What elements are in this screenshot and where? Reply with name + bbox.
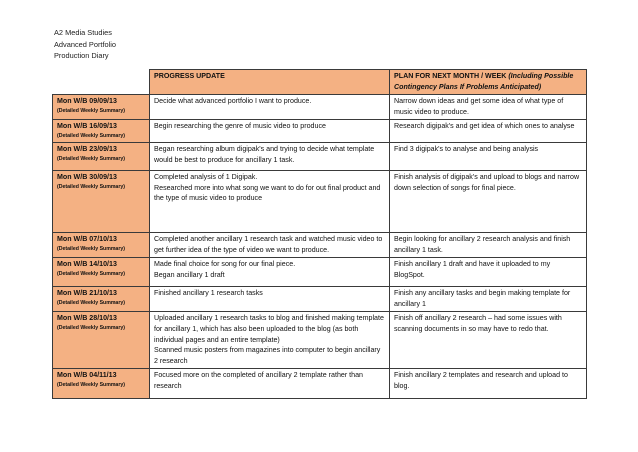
- week-cell: [53, 287, 150, 312]
- progress-cell-text: Focused more on the completed of ancillary 2 template rather than research: [154, 371, 363, 390]
- plan-cell-text: Find 3 digipak's to analyse and being analysis: [394, 144, 539, 153]
- progress-cell: [150, 312, 390, 369]
- week-sublabel: (Detailed Weekly Summary): [57, 324, 125, 331]
- week-sublabel: (Detailed Weekly Summary): [57, 245, 125, 252]
- progress-cell: [150, 142, 390, 170]
- plan-cell-text: Finish ancillary 1 draft and have it uploaded to my BlogSpot.: [394, 260, 551, 279]
- progress-cell-text: Completed analysis of 1 Digipak.: [154, 172, 258, 181]
- progress-cell: [150, 258, 390, 287]
- table-header-row: [53, 70, 587, 95]
- progress-cell-text: Made final choice for song for our final piece.: [154, 260, 296, 269]
- week-label: Mon W/B 21/10/13: [57, 289, 117, 298]
- week-sublabel: (Detailed Weekly Summary): [57, 155, 125, 162]
- week-label: Mon W/B 04/11/13: [57, 371, 117, 380]
- week-label: Mon W/B 14/10/13: [57, 260, 117, 269]
- header-line-unit: Advanced Portfolio: [54, 39, 117, 49]
- progress-cell-text: Began ancillary 1 draft: [154, 270, 225, 279]
- week-sublabel: (Detailed Weekly Summary): [57, 107, 125, 114]
- progress-cell-text: Completed another ancillary 1 research task and watched music video to get further idea of the type of video we want to produce.: [154, 234, 383, 254]
- progress-cell-text: Finished ancillary 1 research tasks: [154, 289, 263, 298]
- header-line-title: Production Diary: [54, 51, 109, 60]
- header-line-course: A2 Media Studies: [54, 28, 112, 37]
- week-cell: [53, 120, 150, 143]
- week-label: Mon W/B 16/09/13: [57, 122, 117, 131]
- progress-cell: [150, 287, 390, 312]
- table-row: [53, 312, 587, 369]
- plan-cell: [390, 170, 587, 232]
- plan-cell: [390, 95, 587, 120]
- week-sublabel: (Detailed Weekly Summary): [57, 270, 125, 277]
- week-label: Mon W/B 23/09/13: [57, 144, 117, 153]
- table-row: [53, 258, 587, 287]
- week-cell: [53, 258, 150, 287]
- week-label: Mon W/B 07/10/13: [57, 234, 117, 243]
- plan-cell-text: Finish any ancillary tasks and begin making template for ancillary 1: [394, 289, 571, 308]
- progress-cell: [150, 369, 390, 399]
- progress-cell-text: Scanned music posters from magazines into computer to begin ancillary 2 research: [154, 346, 381, 365]
- week-cell: [53, 170, 150, 232]
- table-row: [53, 287, 587, 312]
- week-sublabel: (Detailed Weekly Summary): [57, 132, 125, 139]
- plan-cell-text: Begin looking for ancillary 2 research analysis and finish ancillary 1 task.: [394, 234, 571, 254]
- progress-cell-text: Begin researching the genre of music video to produce: [154, 122, 326, 131]
- progress-cell-text: Researched more into what song we want to do for out final product and the type of music video to produce: [154, 183, 381, 203]
- week-cell: [53, 142, 150, 170]
- plan-cell: [390, 312, 587, 369]
- week-sublabel: (Detailed Weekly Summary): [57, 381, 125, 388]
- table-row: [53, 232, 587, 257]
- plan-cell-text: Research digipak's and get idea of which ones to analyse: [394, 122, 575, 131]
- week-label: Mon W/B 28/10/13: [57, 314, 117, 323]
- week-cell: [53, 232, 150, 257]
- plan-cell-text: Narrow down ideas and get some idea of what type of music video to produce.: [394, 97, 564, 116]
- progress-cell-text: Began researching album digipak's and trying to decide what template would be best to produce for ancillary 1 task.: [154, 144, 375, 164]
- progress-cell: [150, 95, 390, 120]
- week-label: Mon W/B 30/09/13: [57, 172, 117, 181]
- plan-cell-text: Finish ancillary 2 templates and research and upload to blog.: [394, 371, 568, 390]
- progress-update-header: PROGRESS UPDATE: [150, 70, 390, 95]
- header-blank-cell: [53, 70, 150, 95]
- plan-header: [390, 70, 587, 95]
- progress-cell-text: Uploaded ancillary 1 research tasks to blog and finished making template for ancillary 1, which has also been uploaded to the blog (as both individual pages and an entire template): [154, 314, 384, 344]
- week-sublabel: (Detailed Weekly Summary): [57, 183, 125, 190]
- plan-cell: [390, 120, 587, 143]
- plan-cell: [390, 142, 587, 170]
- week-label: Mon W/B 09/09/13: [57, 97, 117, 106]
- week-sublabel: (Detailed Weekly Summary): [57, 299, 125, 306]
- plan-cell: [390, 258, 587, 287]
- plan-cell: [390, 369, 587, 399]
- week-cell: [53, 95, 150, 120]
- document-header: [54, 27, 116, 62]
- production-diary-table: [52, 69, 587, 399]
- table-row: [53, 142, 587, 170]
- progress-cell: [150, 232, 390, 257]
- progress-cell-text: Decide what advanced portfolio I want to produce.: [154, 97, 312, 106]
- plan-header-label: PLAN FOR NEXT MONTH / WEEK: [394, 72, 507, 80]
- week-cell: [53, 369, 150, 399]
- plan-cell: [390, 232, 587, 257]
- table-row: [53, 170, 587, 232]
- plan-cell: [390, 287, 587, 312]
- week-cell: [53, 312, 150, 369]
- table-row: [53, 120, 587, 143]
- plan-cell-text: Finish off ancillary 2 research – had some issues with scanning documents in so may have to redo that.: [394, 314, 562, 333]
- plan-cell-text: Finish analysis of digipak's and upload to blogs and narrow down selection of songs for final piece.: [394, 172, 580, 192]
- progress-cell: [150, 170, 390, 232]
- table-row: [53, 95, 587, 120]
- progress-cell: [150, 120, 390, 143]
- table-body: [53, 95, 587, 399]
- table-row: [53, 369, 587, 399]
- plan-header-note: (Including Possible Contingency Plans If Problems Anticipated): [394, 72, 574, 91]
